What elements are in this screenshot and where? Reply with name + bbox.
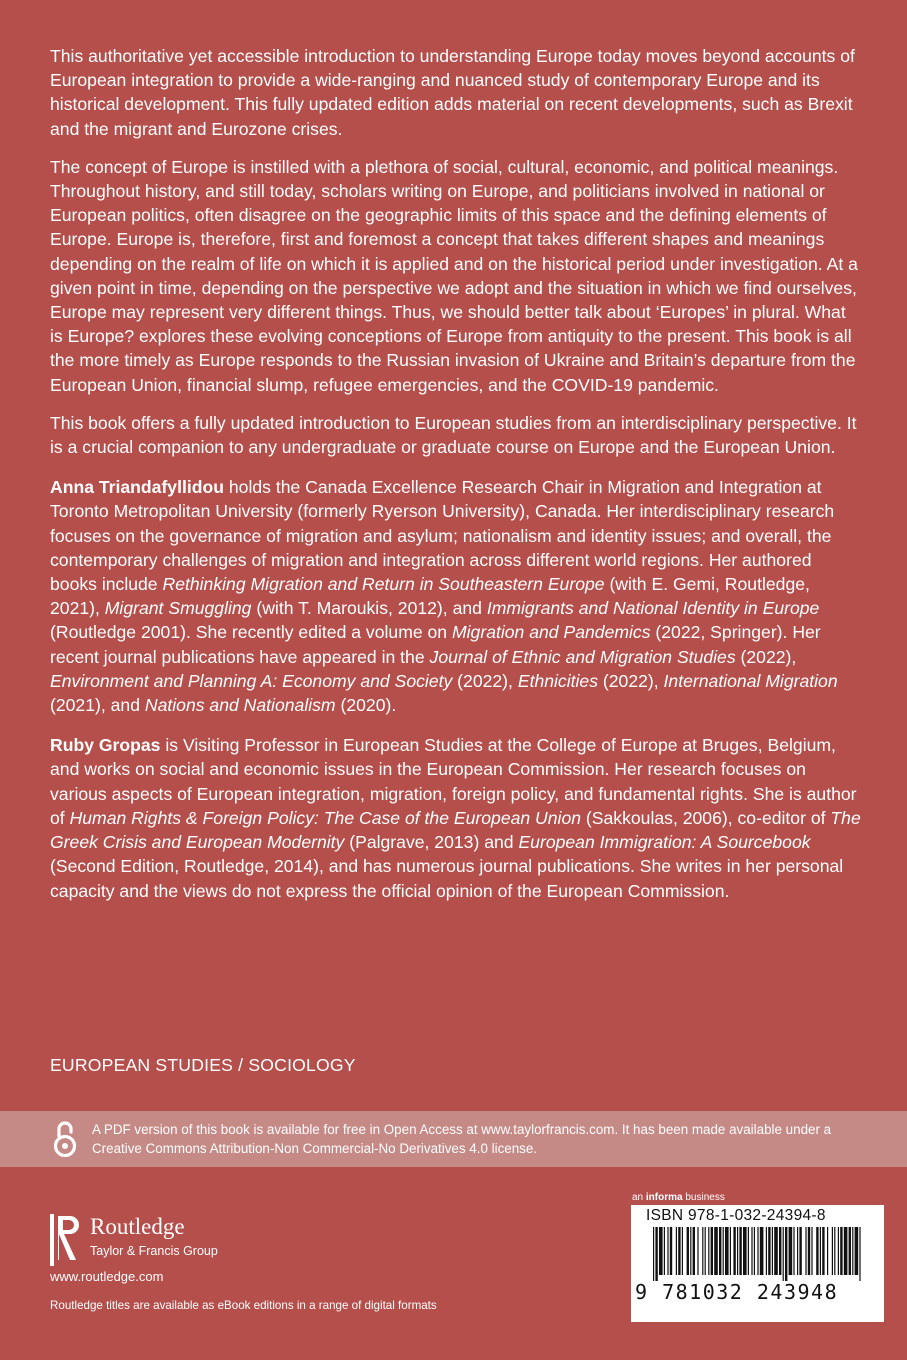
publisher-group: Taylor & Francis Group <box>90 1244 218 1258</box>
barcode-bar <box>779 1227 781 1275</box>
journal-title: Ethnicities <box>517 670 599 691</box>
barcode-bar <box>702 1227 703 1275</box>
book-title: Immigrants and National Identity in Europe <box>486 598 820 619</box>
barcode-bar <box>805 1227 806 1275</box>
subject-category: EUROPEAN STUDIES / SOCIOLOGY <box>50 1055 356 1075</box>
barcode-digits: 9 781032 243948 <box>635 1280 839 1304</box>
open-access-icon <box>50 1119 80 1159</box>
journal-title: Nations and Nationalism <box>144 695 336 716</box>
author-bio-1: Anna Triandafyllidou holds the Canada Excellence Research Chair in Migration and Integration at Toronto Metropolitan University (formerly Ryerson University), Canada. Her interdisciplinary research focuses on the governance of migration and asylum; nationalism and identity issues; and overall, the contemporary challenges of migration and integration across different world regions. Her authored books include Rethinking Migration and Return in Southeastern Europe (with E. Gemi, Routledge, 2021), Migrant Smuggling (with T. Maroukis, 2012), and Immigrants and National Identity in Europe (Routledge 2001). She recently edited a volume on Migration and Pandemics (2022, Springer). Her recent journal publications have appeared in the Journal of Ethnic and Migration Studies (2022), Environment and Planning A: Economy and Society (2022), Ethnicities (2022), International Migration (2021), and Nations and Nationalism (2020). <box>50 477 838 716</box>
barcode-bar <box>757 1227 758 1275</box>
barcode-bar <box>808 1227 810 1275</box>
barcode-bar <box>799 1227 801 1275</box>
book-title: European Immigration: A Sourcebook <box>518 832 811 853</box>
barcode-bar <box>659 1227 663 1275</box>
barcode-bar <box>816 1227 818 1275</box>
open-access-band <box>0 1111 907 1167</box>
isbn-barcode <box>631 1205 884 1322</box>
barcode-bar <box>754 1227 755 1275</box>
barcode-bar <box>676 1227 677 1275</box>
journal-title: Journal of Ethnic and Migration Studies <box>429 646 736 667</box>
barcode-bar <box>811 1227 812 1275</box>
barcode-bar <box>797 1227 798 1275</box>
barcode-bar <box>733 1227 735 1275</box>
barcode-bar <box>743 1227 747 1275</box>
publisher-name: Routledge <box>90 1214 185 1239</box>
barcode-bar <box>855 1227 859 1275</box>
barcode-bar <box>774 1227 778 1275</box>
author-name: Ruby Gropas <box>50 735 161 756</box>
barcode-bar <box>697 1227 698 1275</box>
barcode-bar <box>834 1227 835 1275</box>
barcode-bar <box>664 1227 665 1275</box>
barcode-bar <box>852 1227 853 1275</box>
barcode-bar <box>730 1227 731 1275</box>
publisher-logo <box>50 1214 290 1274</box>
blurb-paragraph-3: This book offers a fully updated introduction to European studies from an interdisciplinary perspective. It is a crucial companion to any undergraduate or graduate course on Europe and the European Union. <box>50 412 857 458</box>
barcode-bar <box>714 1227 718 1275</box>
barcode-bar <box>832 1227 833 1275</box>
blurb-paragraph-1: This authoritative yet accessible introduction to understanding Europe today moves beyond accounts of European integration to provide a wide-ranging and nuanced study of contemporary Europe and its historical development. This fully updated edition adds material on recent developments, such as Brexit and the migrant and Eurozone crises. <box>50 46 855 139</box>
barcode-bar <box>838 1227 839 1275</box>
informa-business-tag: an informa business <box>632 1192 725 1203</box>
barcode-bar <box>768 1227 770 1275</box>
book-title: Human Rights & Foreign Policy: The Case of the European Union <box>69 807 582 828</box>
barcode-bar <box>785 1227 787 1281</box>
routledge-logo-icon <box>50 1214 84 1266</box>
ebook-note: Routledge titles are available as eBook editions in a range of digital formats <box>50 1299 437 1312</box>
book-title: Rethinking Migration and Return in Southeastern Europe <box>162 574 605 595</box>
barcode-bar <box>783 1227 784 1281</box>
barcode-bar <box>653 1227 654 1281</box>
barcode-bar <box>827 1227 828 1275</box>
book-title: The Greek Crisis and European Modernity <box>50 807 861 853</box>
barcode-bar <box>667 1227 668 1275</box>
book-title: Migrant Smuggling <box>104 598 252 619</box>
barcode-bars <box>653 1227 863 1281</box>
barcode-bar <box>822 1227 824 1275</box>
barcode-bar <box>690 1227 691 1275</box>
barcode-bar <box>840 1227 842 1275</box>
book-title: Migration and Pandemics <box>451 622 651 643</box>
barcode-bar <box>670 1227 672 1275</box>
blurb-paragraph-2: The concept of Europe is instilled with a plethora of social, cultural, economic, and political meanings. Throughout history, and still today, scholars writing on Europe, and politicians involved in national or European politics, often disagree on the geographic limits of this space and the defining elements of Europe. Europe is, therefore, first and foremost a concept that takes different shapes and meanings depending on the realm of life on which it is applied and on the historical period under investigation. At a given point in time, depending on the perspective we adopt and the situation in which we find ourselves, Europe may represent very different things. Thus, we should better talk about ‘Europes’ in plural. What is Europe? explores these evolving conceptions of Europe from antiquity to the present. This book is all the more timely as Europe responds to the Russian invasion of Ukraine and Britain’s departure from the European Union, financial slump, refugee emergencies, and the COVID-19 pandemic. <box>50 156 858 395</box>
barcode-bar <box>693 1227 695 1275</box>
barcode-bar <box>678 1227 680 1275</box>
barcode-bar <box>751 1227 752 1275</box>
barcode-bar <box>760 1227 764 1275</box>
barcode-bar <box>793 1227 794 1275</box>
barcode-bar <box>766 1227 767 1275</box>
barcode-bar <box>682 1227 683 1275</box>
journal-title: International Migration <box>663 670 838 691</box>
back-cover-blurb <box>50 44 862 917</box>
barcode-bar <box>844 1227 848 1275</box>
barcode-bar <box>859 1227 860 1281</box>
barcode-bar <box>711 1227 713 1275</box>
open-access-notice: A PDF version of this book is available for free in Open Access at www.taylorfrancis.com. It has been made available under a Creative Commons Attribution-Non Commercial-No Derivatives 4.0 license. <box>92 1122 832 1156</box>
barcode-bar <box>687 1227 689 1275</box>
publisher-url: www.routledge.com <box>50 1269 164 1284</box>
barcode-bar <box>789 1227 793 1275</box>
barcode-bar <box>849 1227 851 1275</box>
author-bio-2: Ruby Gropas is Visiting Professor in European Studies at the College of Europe at Bruges, Belgium, and works on social and economic issues in the European Commission. Her research focuses on various aspects of European integration, migration, foreign policy, and fundamental rights. She is author of Human Rights & Foreign Policy: The Case of the European Union (Sakkoulas, 2006), co-editor of The Greek Crisis and European Modernity (Palgrave, 2013) and European Immigration: A Sourcebook (Second Edition, Routledge, 2014), and has numerous journal publications. She writes in her personal capacity and the views do not express the official opinion of the European Commission. <box>50 735 861 901</box>
barcode-bar <box>725 1227 729 1275</box>
barcode-bar <box>739 1227 741 1275</box>
barcode-bar <box>772 1227 773 1275</box>
barcode-bar <box>820 1227 821 1275</box>
journal-title: Environment and Planning A: Economy and Society <box>50 670 453 691</box>
isbn-label: ISBN 978-1-032-24394-8 <box>646 1207 826 1224</box>
barcode-bar <box>748 1227 749 1275</box>
barcode-bar <box>708 1227 709 1275</box>
barcode-bar <box>723 1227 724 1275</box>
barcode-bar <box>705 1227 706 1275</box>
barcode-bar <box>719 1227 721 1275</box>
barcode-bar <box>737 1227 738 1275</box>
barcode-bar <box>655 1227 657 1281</box>
author-name: Anna Triandafyllidou <box>50 477 224 498</box>
